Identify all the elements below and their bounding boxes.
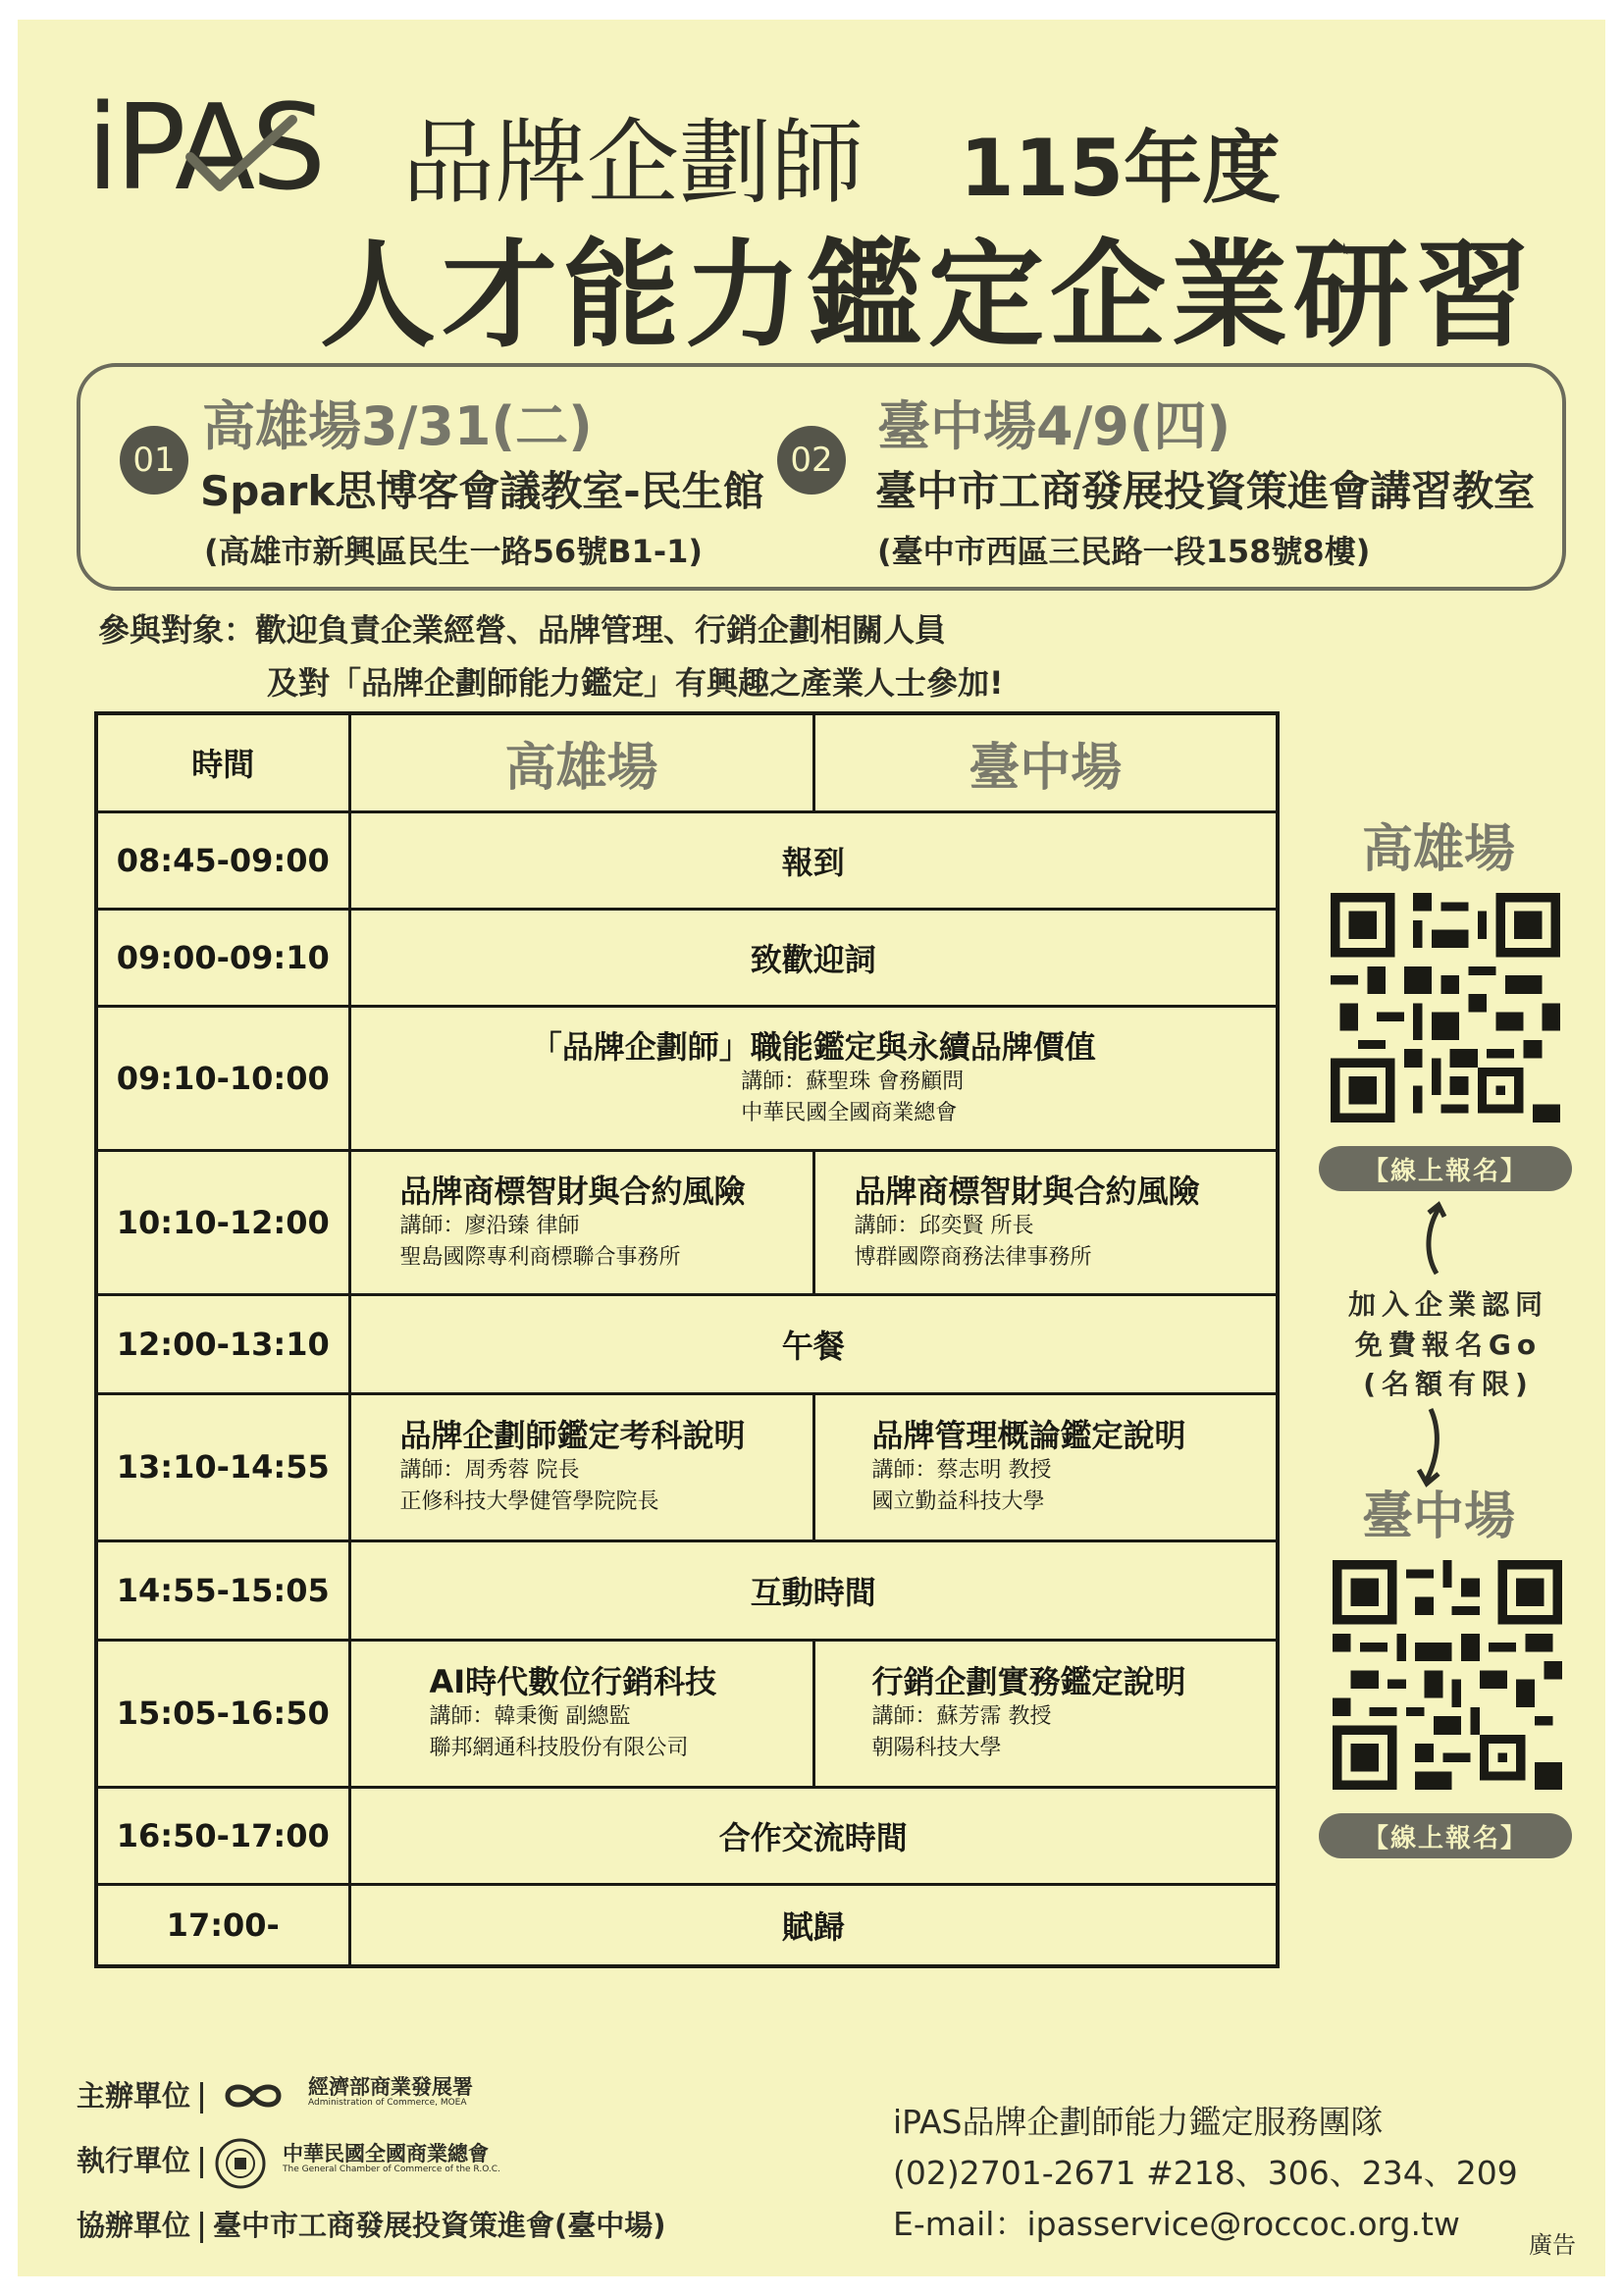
time-cell: 13:10-14:55 <box>96 1393 349 1540</box>
table-row <box>96 1006 1278 1150</box>
speaker-name: 講師：蘇芳霈 教授 <box>871 1704 1052 1730</box>
table-row <box>96 1884 1278 1966</box>
speaker-org: 聯邦網通科技股份有限公司 <box>429 1736 689 1760</box>
session-cell <box>349 1150 813 1294</box>
register-button-taichung[interactable]: 【線上報名】 <box>1319 1813 1572 1858</box>
time-cell: 12:00-13:10 <box>96 1294 349 1393</box>
exec-org-name: 中華民國全國商業總會 <box>283 2142 489 2166</box>
venue-date: 臺中場4/9(四) <box>877 395 1231 457</box>
host-label: 主辦單位 <box>77 2079 191 2113</box>
session-cell: 午餐 <box>349 1294 1278 1393</box>
divider <box>200 2082 203 2113</box>
qr-label-taichung: 臺中場 <box>1362 1487 1516 1546</box>
speaker-org: 聖島國際專利商標聯合事務所 <box>399 1244 681 1270</box>
host-org <box>308 2076 473 2109</box>
speaker-org: 朝陽科技大學 <box>871 1736 1002 1760</box>
moea-logo-icon <box>222 2078 285 2113</box>
table-row <box>96 1540 1278 1640</box>
column-header-kaohsiung: 高雄場 <box>349 713 813 811</box>
schedule-table <box>94 711 1280 1968</box>
time-cell: 16:50-17:00 <box>96 1787 349 1884</box>
co-org: 臺中市工商發展投資策進會(臺中場) <box>213 2209 666 2242</box>
session-title: 品牌商標智財與合約風險 <box>399 1172 746 1210</box>
session-title: AI時代數位行銷科技 <box>429 1663 717 1701</box>
arrow-down-icon <box>1411 1405 1450 1489</box>
logo-check-icon <box>183 114 300 192</box>
qr-label-kaohsiung: 高雄場 <box>1362 820 1516 879</box>
venue-number-badge: 02 <box>777 426 846 495</box>
speaker-name: 講師：蘇聖珠 會務顧問 <box>741 1069 965 1094</box>
session-cell <box>349 1006 1278 1150</box>
co-label: 協辦單位 <box>77 2209 191 2242</box>
speaker-name: 講師：韓秉衡 副總監 <box>429 1704 631 1730</box>
email-link[interactable]: E-mail：ipasservice@roccoc.org.tw <box>893 2205 1460 2243</box>
speaker-org: 中華民國全國商業總會 <box>741 1100 958 1125</box>
venue-date: 高雄場3/31(二) <box>202 395 593 457</box>
qr-code-kaohsiung[interactable] <box>1331 893 1560 1122</box>
time-cell: 09:10-10:00 <box>96 1006 349 1150</box>
phone: (02)2701-2671 #218、306、234、209 <box>893 2154 1518 2192</box>
host-org-name: 經濟部商業發展署 <box>308 2075 473 2099</box>
session-cell <box>813 1640 1278 1787</box>
session-cell: 報到 <box>349 811 1278 909</box>
host-org-english: Administration of Commerce, MOEA <box>308 2098 467 2109</box>
side-note-line: 加入企業認同 <box>1347 1288 1548 1321</box>
column-header-taichung: 臺中場 <box>813 713 1278 811</box>
table-row <box>96 811 1278 909</box>
service-team: iPAS品牌企劃師能力鑑定服務團隊 <box>893 2103 1384 2141</box>
host-row <box>77 2079 213 2113</box>
session-title: 品牌商標智財與合約風險 <box>854 1172 1200 1210</box>
speaker-name: 講師：周秀蓉 院長 <box>399 1458 580 1484</box>
time-cell: 17:00- <box>96 1884 349 1966</box>
table-row <box>96 1787 1278 1884</box>
exec-label: 執行單位 <box>77 2144 191 2177</box>
table-row <box>96 1150 1278 1294</box>
venue-name: 臺中市工商發展投資策進會講習教室 <box>875 467 1536 515</box>
session-title: 「品牌企劃師」職能鑑定與永續品牌價值 <box>530 1027 1096 1066</box>
chamber-seal-icon <box>214 2137 267 2190</box>
session-cell <box>813 1393 1278 1540</box>
session-cell: 互動時間 <box>349 1540 1278 1640</box>
session-cell <box>349 1640 813 1787</box>
table-row <box>96 1294 1278 1393</box>
side-note-line: 免費報名Go <box>1354 1328 1543 1361</box>
speaker-org: 正修科技大學健管學院院長 <box>399 1489 659 1514</box>
side-note-line: (名額有限) <box>1363 1368 1534 1401</box>
time-cell: 08:45-09:00 <box>96 811 349 909</box>
divider <box>200 2147 203 2178</box>
qr-code-taichung[interactable] <box>1333 1560 1562 1790</box>
exec-org <box>283 2143 500 2175</box>
session-title: 品牌管理概論鑑定說明 <box>871 1417 1186 1455</box>
time-cell: 15:05-16:50 <box>96 1640 349 1787</box>
session-cell: 致歡迎詞 <box>349 909 1278 1006</box>
session-title: 行銷企劃實務鑑定說明 <box>871 1663 1186 1701</box>
flyer-page <box>18 20 1605 2276</box>
session-cell: 賦歸 <box>349 1884 1278 1966</box>
speaker-org: 博群國際商務法律事務所 <box>854 1244 1092 1270</box>
session-cell: 合作交流時間 <box>349 1787 1278 1884</box>
ipas-logo: iPAS <box>86 80 323 217</box>
divider <box>200 2212 203 2243</box>
exec-org-english: The General Chamber of Commerce of the R.O.C. <box>283 2165 500 2175</box>
table-header-row <box>96 713 1278 811</box>
ad-label: 廣告 <box>1529 2231 1576 2259</box>
co-row <box>77 2209 666 2243</box>
register-button-kaohsiung[interactable]: 【線上報名】 <box>1319 1146 1572 1191</box>
table-row <box>96 1640 1278 1787</box>
venue-address: (臺中市西區三民路一段158號8樓) <box>877 533 1371 570</box>
time-cell: 09:00-09:10 <box>96 909 349 1006</box>
audience-line: 參與對象：歡迎負責企業經營、品牌管理、行銷企劃相關人員 <box>98 611 947 649</box>
speaker-org: 國立勤益科技大學 <box>871 1489 1045 1514</box>
exec-row <box>77 2144 213 2178</box>
title-brand-planner: 品牌企劃師 <box>402 110 864 217</box>
session-cell <box>813 1150 1278 1294</box>
session-title: 品牌企劃師鑑定考科說明 <box>399 1417 746 1455</box>
speaker-name: 講師：廖沿臻 律師 <box>399 1213 580 1238</box>
venue-address: (高雄市新興區民生一路56號B1-1) <box>204 533 703 570</box>
time-cell: 10:10-12:00 <box>96 1150 349 1294</box>
side-note <box>1311 1285 1586 1405</box>
speaker-name: 講師：邱奕賢 所長 <box>854 1213 1034 1238</box>
column-header-time: 時間 <box>96 713 349 811</box>
venue-number-badge: 01 <box>120 426 188 495</box>
arrow-up-icon <box>1415 1199 1454 1278</box>
speaker-name: 講師：蔡志明 教授 <box>871 1458 1052 1484</box>
time-cell: 14:55-15:05 <box>96 1540 349 1640</box>
venue-name: Spark思博客會議教室-民生館 <box>200 467 764 515</box>
audience-line: 及對「品牌企劃師能力鑑定」有興趣之產業人士參加! <box>267 664 1004 702</box>
page-title: 人才能力鑑定企業研習 <box>320 228 1538 363</box>
table-row <box>96 909 1278 1006</box>
session-cell <box>349 1393 813 1540</box>
table-row <box>96 1393 1278 1540</box>
title-year: 115年度 <box>960 123 1281 214</box>
